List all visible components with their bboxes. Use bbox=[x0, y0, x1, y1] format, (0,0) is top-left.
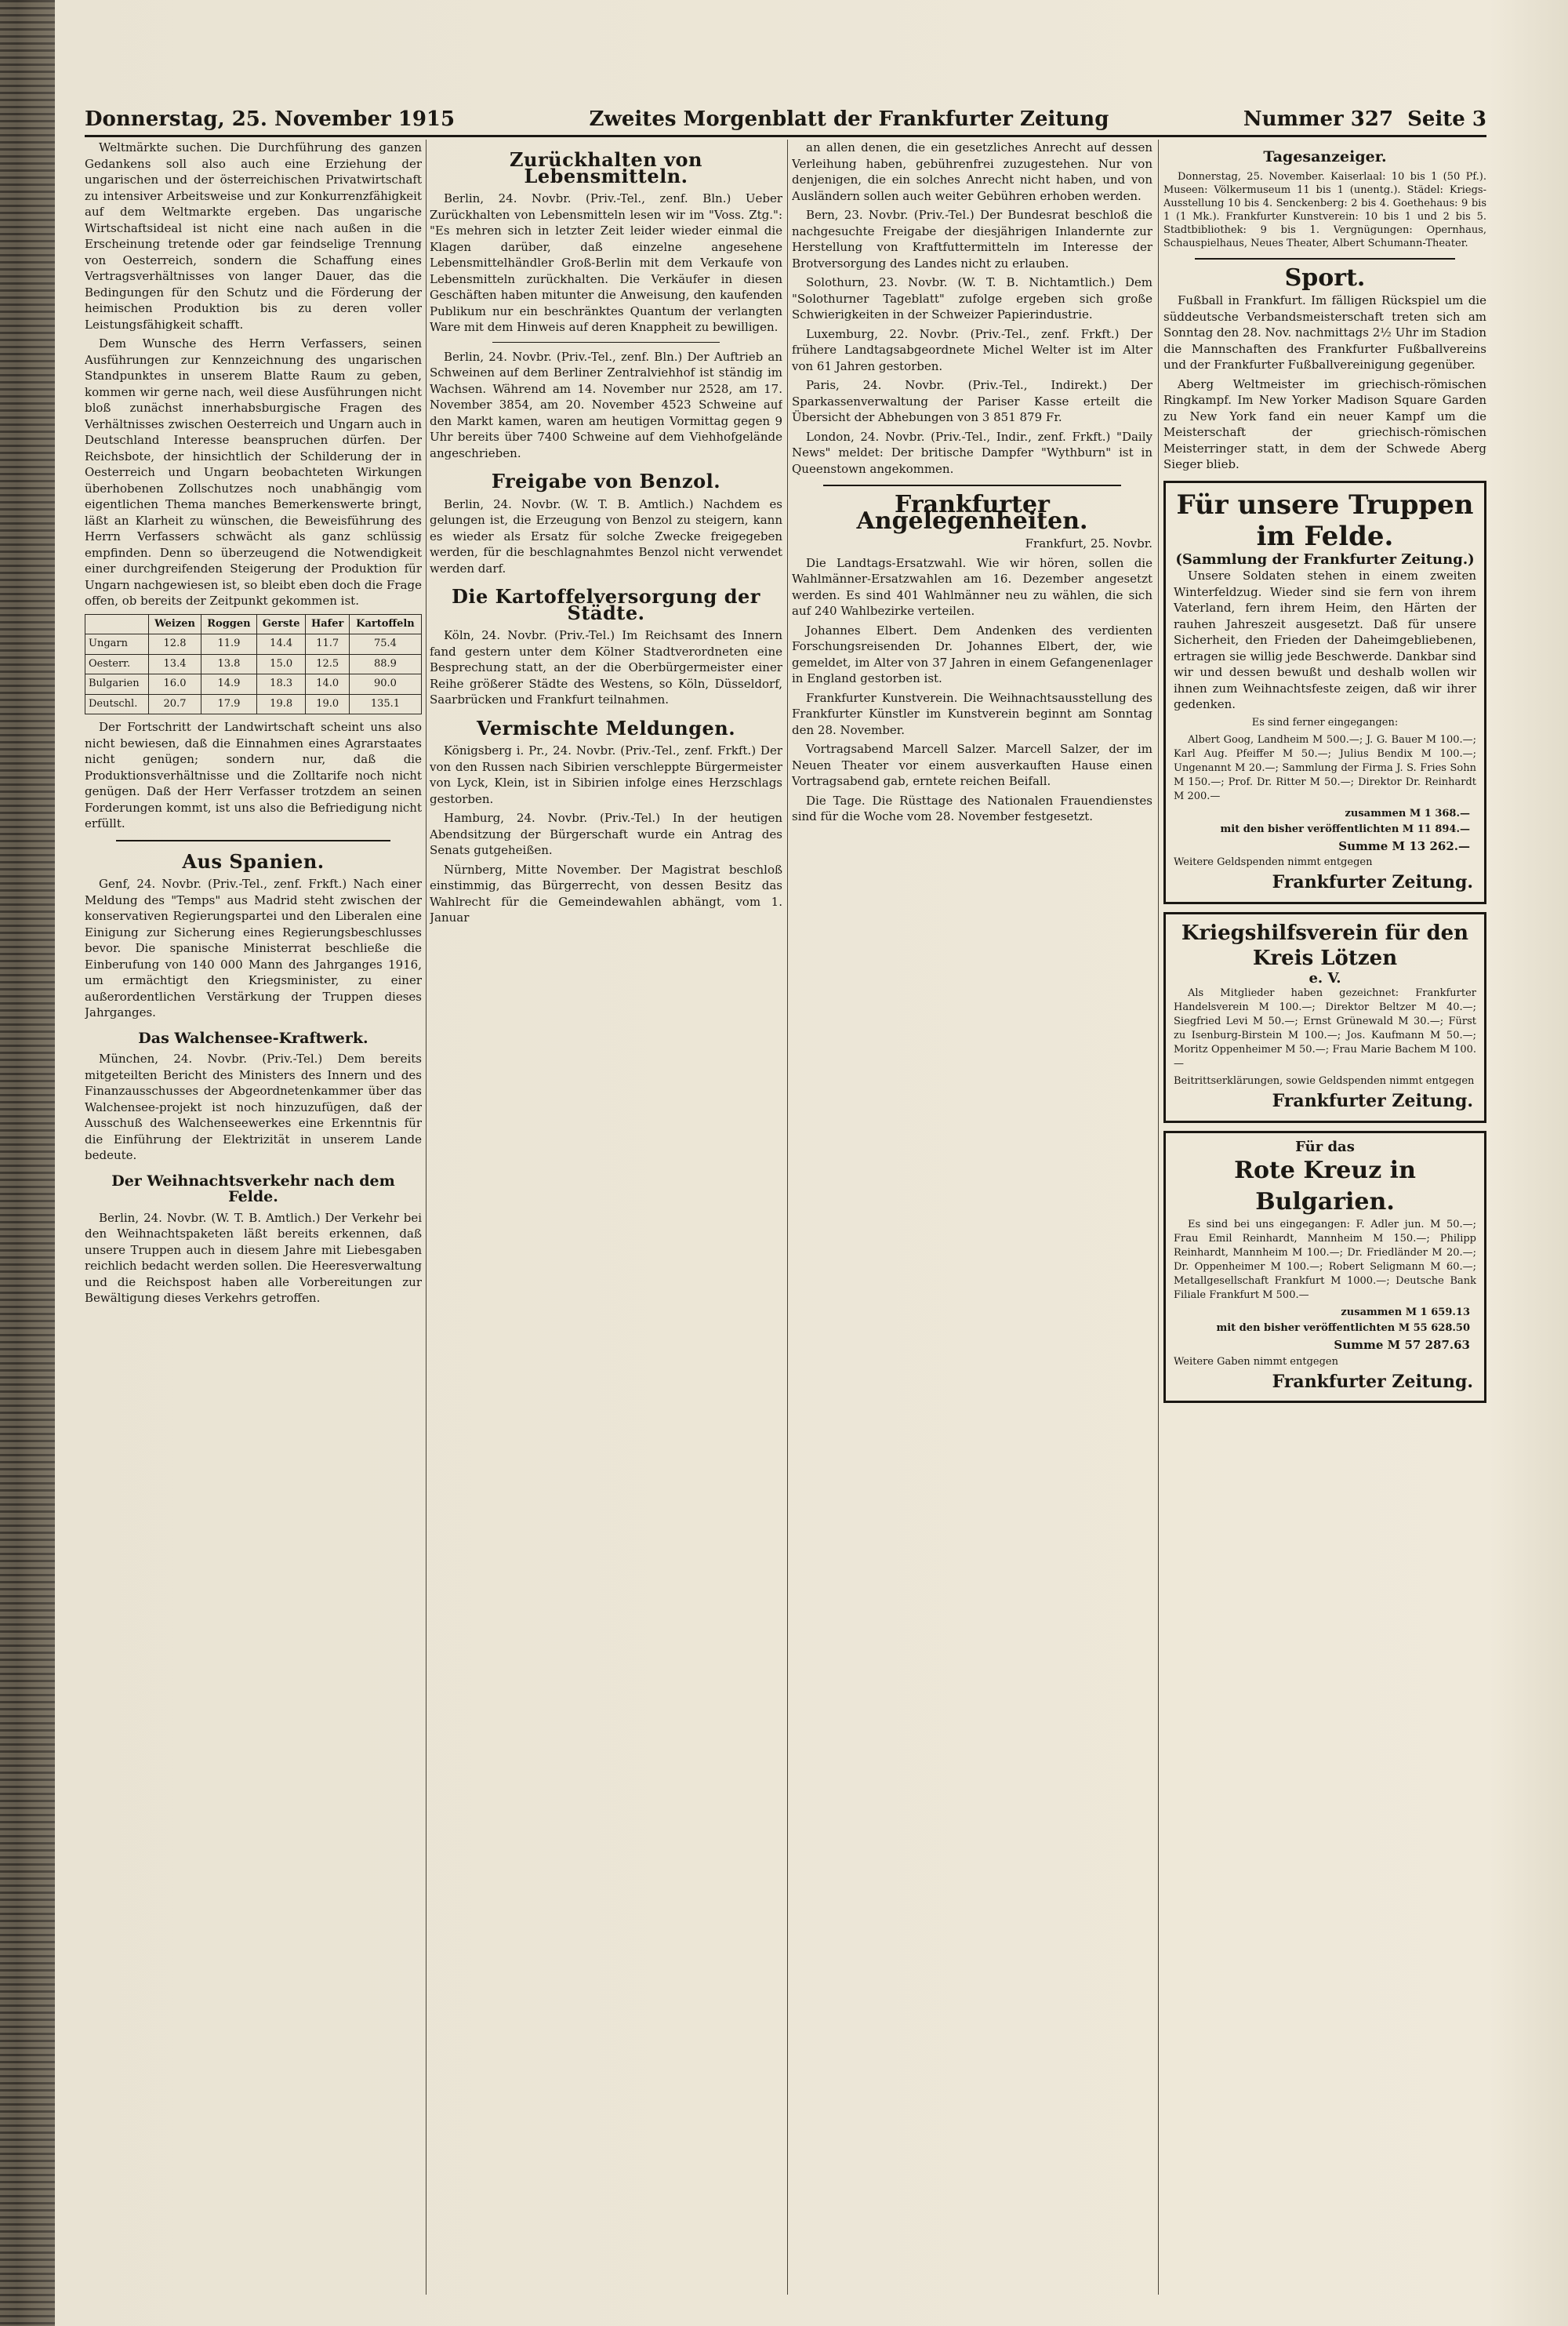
divider bbox=[823, 485, 1121, 486]
dateline: Frankfurt, 25. Novbr. bbox=[1025, 536, 1152, 551]
article-paragraph: Solothurn, 23. Novbr. (W. T. B. Nichtamtlich.) Dem "Solothurner Tageblatt" zufolge ergeben sich große Schwierigkeiten in der Schweizer Papierindustrie. bbox=[792, 275, 1152, 322]
article-paragraph: Luxemburg, 22. Novbr. (Priv.-Tel., zenf. Frkft.) Der frühere Landtagsabgeordnete Michel Welter ist im Alter von 61 Jahren gestorben. bbox=[792, 326, 1152, 373]
table-cell: 11.7 bbox=[306, 634, 350, 655]
table-cell: 13.4 bbox=[149, 654, 201, 674]
table-header: Weizen bbox=[149, 614, 201, 634]
headline-walchensee: Das Walchensee-Kraftwerk. bbox=[138, 1029, 368, 1047]
appeal-title: Für unsere Truppen im Felde. bbox=[1176, 489, 1474, 552]
column-rule bbox=[1158, 140, 1159, 2295]
section-title-frankfurt: Frankfurter Angelegenheiten. bbox=[856, 491, 1088, 535]
appeal-pre: Für das bbox=[1295, 1138, 1355, 1155]
article-paragraph: Johannes Elbert. Dem Andenken des verdienten Forschungsreisenden Dr. Johannes Elbert, der, wie gemeldet, im Alter von 37 Jahren in einem Gefangenenlager in England gestorben ist. bbox=[792, 623, 1152, 685]
column-3 bbox=[792, 140, 1152, 2296]
table-cell: 11.9 bbox=[201, 634, 257, 655]
table-header: Kartoffeln bbox=[349, 614, 421, 634]
article-paragraph: Bern, 23. Novbr. (Priv.-Tel.) Der Bundesrat beschloß die nachgesuchte Freigabe der diesjährigen Inlandernte zur Herstellung von Kraftfuttermitteln im Interesse der Brotversorgung des Landes nicht zu erlauben. bbox=[792, 208, 1152, 271]
page-binding bbox=[0, 0, 55, 2326]
article-paragraph: Berlin, 24. Novbr. (W. T. B. Amtlich.) Der Verkehr bei den Weihnachtspaketen läßt bereits erkennen, daß unsere Truppen auch in diesem Jahre mit Liebesgaben reichlich bedacht werden sollen. Die Heeresverwaltung und die Reichspost haben alle Vorbereitungen zur Bewältigung dieses Verkehrs getroffen. bbox=[85, 1210, 422, 1305]
table-cell: 14.4 bbox=[256, 634, 306, 655]
table-cell: Oesterr. bbox=[85, 654, 149, 674]
donor-list: Als Mitglieder haben gezeichnet: Frankfurter Handelsverein M 100.—; Direktor Beltzer M 40.—; Siegfried Levi M 50.—; Ernst Grünewald M 30.—; Fürst zu Isenburg-Birstein M 100.—; Jos. Kaufmann M 50.—; Moritz Oppenheimer M 50.—; Frau Marie Bachem M 100.— bbox=[1174, 987, 1476, 1070]
article-paragraph: Königsberg i. Pr., 24. Novbr. (Priv.-Tel., zenf. Frkft.) Der von den Russen nach Sibirien verschleppte Bürgermeister von Lyck, Klein, ist in Sibirien infolge eines Herzschlags gestorben. bbox=[430, 743, 782, 806]
table-cell: 135.1 bbox=[349, 694, 421, 714]
headline-benzol: Freigabe von Benzol. bbox=[491, 470, 721, 492]
headline-vermischte: Vermischte Meldungen. bbox=[476, 716, 736, 740]
table-cell: 17.9 bbox=[201, 694, 257, 714]
table-header-row bbox=[85, 614, 422, 634]
masthead-number-group bbox=[1243, 107, 1486, 131]
article-paragraph: Vortragsabend Marcell Salzer. Marcell Salzer, der im Neuen Theater vor einem ausverkauften Hause einen Vortragsabend gab, erntete reichen Beifall. bbox=[792, 742, 1152, 788]
appeal-title: Rote Kreuz in Bulgarien. bbox=[1234, 1157, 1416, 1216]
article-paragraph: Dem Wunsche des Herrn Verfassers, seinen Ausführungen zur Kennzeichnung des ungarischen Standpunktes in unserem Blatte Raum zu geben, kommen wir gerne nach, weil diese Ausführungen nicht bloß zunächst innerhabsburgische Fragen des Verhältnisses zwischen Oesterreich und Ungarn auch in Deutschland Interesse beanspruchen dürfen. Der Reichsbote, der hinsichtlich der Schilderung der in Oesterreich und Ungarn beobachteten Wirkungen überhobenen Zollschutzes noch unabhängig vom eigentlichen Thema manches Bemerkenswerte bringt, läßt an Klarheit zu wünschen, die Beweisführung des Herrn Verfassers schwächt als ganz schlüssig empfinden. Denn so überzeugend die Notwendigkeit einer durchgreifenden Steigerung der Produktion für Ungarn nachgewiesen ist, so bleibt eben doch die Frage offen, ob bereits der Zeitpunkt gekommen ist. bbox=[85, 336, 422, 608]
appeal-received: Es sind ferner eingegangen: bbox=[1251, 716, 1399, 729]
article-paragraph: Frankfurter Kunstverein. Die Weihnachtsausstellung des Frankfurter Künstler im Kunstverein beginnt am Sonntag den 28. November. bbox=[792, 690, 1152, 737]
appeal-troops bbox=[1163, 481, 1486, 904]
appeal-subtitle: e. V. bbox=[1308, 969, 1341, 987]
appeal-more: Weitere Gaben nimmt entgegen bbox=[1174, 1355, 1338, 1368]
table-cell: 19.0 bbox=[306, 694, 350, 714]
masthead-number: Nummer 327 bbox=[1243, 107, 1394, 131]
table-cell: 12.5 bbox=[306, 654, 350, 674]
masthead bbox=[85, 104, 1486, 137]
signature: Frankfurter Zeitung. bbox=[1272, 1091, 1473, 1111]
appeal-bulgarien bbox=[1163, 1131, 1486, 1404]
headline-kartoffel: Die Kartoffelversorgung der Städte. bbox=[452, 585, 760, 624]
harvest-table bbox=[85, 614, 422, 715]
appeal-subtitle: (Sammlung der Frankfurter Zeitung.) bbox=[1175, 551, 1475, 568]
signature: Frankfurter Zeitung. bbox=[1272, 872, 1473, 892]
table-cell: 18.3 bbox=[256, 674, 306, 695]
article-paragraph: Paris, 24. Novbr. (Priv.-Tel., Indirekt.) Der Sparkassenverwaltung der Pariser Kasse erteilt die Übersicht der Abhebungen von 3 851 879 Fr. bbox=[792, 378, 1152, 424]
article-paragraph: Hamburg, 24. Novbr. (Priv.-Tel.) In der heutigen Abendsitzung der Bürgerschaft wurde ein Antrag des Senats gutgeheißen. bbox=[430, 811, 782, 857]
table-cell: 12.8 bbox=[149, 634, 201, 655]
table-cell: 88.9 bbox=[349, 654, 421, 674]
article-paragraph: Berlin, 24. Novbr. (Priv.-Tel., zenf. Bln.) Ueber Zurückhalten von Lebensmitteln lesen wir im "Voss. Ztg.": "Es mehren sich in letzter Zeit leider wieder einmal die Klagen darüber, daß einzelne angesehene Lebensmittelhändler Groß-Berlin mit dem Verkaufe von Lebensmitteln zurückhalten. Die Verkäufer in diesen Geschäften haben mitunter die Anweisung, den kaufenden Publikum nur ein beschränktes Quantum der verlangten Ware mit dem Hinweis auf deren Knappheit zu bewilligen. bbox=[430, 191, 782, 334]
table-row bbox=[85, 654, 422, 674]
table-header: Roggen bbox=[201, 614, 257, 634]
divider bbox=[116, 840, 390, 841]
article-paragraph: Die Landtags-Ersatzwahl. Wie wir hören, sollen die Wahlmänner-Ersatzwahlen am 16. Dezember angesetzt werden. Es sind 401 Wahlmänner neu zu wählen, die sich auf 240 Wahlbezirke verteilen. bbox=[792, 555, 1152, 618]
masthead-edition: Zweites Morgenblatt der Frankfurter Zeitung bbox=[589, 107, 1109, 131]
column-4 bbox=[1163, 140, 1486, 2296]
table-cell: 90.0 bbox=[349, 674, 421, 695]
table-cell: 75.4 bbox=[349, 634, 421, 655]
article-paragraph: Weltmärkte suchen. Die Durchführung des ganzen Gedankens soll also auch eine Erziehung der ungarischen und der österreichischen Privatwirtschaft zu intensiver Arbeitsweise und zur Konkurrenzfähigkeit auf dem Weltmarkte ergeben. Das ungarische Wirtschaftsideal ist nicht eine nach außen in die Erscheinung tretende oder gar feindselige Trennung von Oesterreich, sondern die Schaffung eines Vertragsverhältnisses von langer Dauer, das die Bedingungen für den Schutz und die Förderung der heimischen Produktion bis zu deren voller Leistungsfähigkeit schafft. bbox=[85, 140, 422, 332]
divider bbox=[492, 342, 720, 343]
table-cell: Ungarn bbox=[85, 634, 149, 655]
table-header: Gerste bbox=[256, 614, 306, 634]
article-paragraph: Berlin, 24. Novbr. (W. T. B. Amtlich.) Nachdem es gelungen ist, die Erzeugung von Benzol zu steigern, kann es wieder als Ersatz für solche Zwecke freigegeben werden, für die beschlagnahmtes Benzol nicht verwendet werden darf. bbox=[430, 496, 782, 576]
appeal-text: Unsere Soldaten stehen in einem zweiten Winterfeldzug. Wieder sind sie fern von ihrem Vaterland, fern ihrem Heim, den Härten der rauhen Jahreszeit ausgesetzt. Daß für unsere Sicherheit, den Frieden der Daheimgebliebenen, ertragen sie willig jede Beschwerde. Dankbar sind wir und dessen bewußt und deshalb wollen wir ihnen zum Weihnachtsfeste zeigen, daß wir ihrer gedenken. bbox=[1174, 569, 1476, 711]
section-title-sport: Sport. bbox=[1284, 263, 1366, 292]
article-paragraph: London, 24. Novbr. (Priv.-Tel., Indir., zenf. Frkft.) "Daily News" meldet: Der britische Dampfer "Wythburn" ist in Queenstown angekommen. bbox=[792, 429, 1152, 476]
table-row bbox=[85, 674, 422, 695]
appeal-kriegshilfsverein bbox=[1163, 912, 1486, 1123]
column-2 bbox=[430, 140, 782, 2296]
masthead-date: Donnerstag, 25. November 1915 bbox=[85, 107, 456, 131]
table-cell: 14.9 bbox=[201, 674, 257, 695]
prior-total: mit den bisher veröffentlichten M 55 628.50 bbox=[1216, 1322, 1470, 1334]
appeal-more: Weitere Geldspenden nimmt entgegen bbox=[1174, 856, 1373, 868]
table-cell: 13.8 bbox=[201, 654, 257, 674]
tagesanzeiger-title: Tagesanzeiger. bbox=[1263, 148, 1387, 165]
table-cell: 20.7 bbox=[149, 694, 201, 714]
column-rule bbox=[787, 140, 788, 2295]
donor-list: Albert Goog, Landheim M 500.—; J. G. Bauer M 100.—; Karl Aug. Pfeiffer M 50.—; Julius Bendix M 100.—; Ungenannt M 20.—; Sammlung der Firma J. S. Fries Sohn M 150.—; Prof. Dr. Ritter M 50.—; Direktor Dr. Reinhardt M 200.— bbox=[1174, 733, 1476, 802]
tagesanzeiger-text: Donnerstag, 25. November. Kaiserlaal: 10 bis 1 (50 Pf.). Museen: Völkermuseum 11 bis 1 (unentg.). Städel: Kriegs-Ausstellung 10 bis 4. Senckenberg: 2 bis 4. Goethehaus: 9 bis 1 (1 Mk.). Frankfurter Kunstverein: 10 bis 1 und 2 bis 5. Stadtbibliothek: 9 bis 1. Vergnügungen: Opernhaus, Schauspielhaus, Neues Theater, Albert Schumann-Theater. bbox=[1163, 170, 1486, 249]
appeal-more: Beitrittserklärungen, sowie Geldspenden nimmt entgegen bbox=[1174, 1075, 1475, 1087]
table-header: Hafer bbox=[306, 614, 350, 634]
article-paragraph: Aberg Weltmeister im griechisch-römischen Ringkampf. Im New Yorker Madison Square Garden zu New York fand ein neuer Kampf um die Meisterschaft der griechisch-römischen Meisterringer statt, in dem der Schwede Aberg Sieger blieb. bbox=[1163, 376, 1486, 471]
table-row bbox=[85, 634, 422, 655]
table-cell: 14.0 bbox=[306, 674, 350, 695]
table-cell: Bulgarien bbox=[85, 674, 149, 695]
article-paragraph: Der Fortschritt der Landwirtschaft scheint uns also nicht bewiesen, daß die Einnahmen eines Agrarstaates nicht genügen; sondern nur, daß die Produktionsverhältnisse und die Zolltarife noch nicht genügen. Daß der Herr Verfasser trotzdem an seinen Forderungen kommt, ist uns also die Befriedigung nicht erfüllt. bbox=[85, 720, 422, 830]
article-paragraph: Die Tage. Die Rüsttage des Nationalen Frauendienstes sind für die Woche vom 28. November festgesetzt. bbox=[792, 793, 1152, 823]
article-paragraph: Fußball in Frankfurt. Im fälligen Rückspiel um die süddeutsche Verbandsmeisterschaft treten sich am Sonntag den 28. Nov. nachmittags 2½ Uhr im Stadion die Mannschaften des Frankfurter Fußballvereins und der Frankfurter Fußballvereinigung gegenüber. bbox=[1163, 293, 1486, 372]
article-paragraph: Genf, 24. Novbr. (Priv.-Tel., zenf. Frkft.) Nach einer Meldung des "Temps" aus Madrid steht zwischen der konservativen Regierungspartei und den Liberalen eine Einigung zur Sicherung eines Regierungsbeschlusses bevor. Die spanische Ministerrat beschließe die Einberufung von 140 000 Mann des Jahrganges 1916, um ermächtigt den Kriegsminister, zu einer außerordentlichen Verstärkung der Truppen dieses Jahrganges. bbox=[85, 877, 422, 1019]
column-1 bbox=[85, 140, 422, 2296]
headline-spain: Aus Spanien. bbox=[182, 849, 325, 873]
grand-total: Summe M 57 287.63 bbox=[1334, 1338, 1470, 1352]
prior-total: mit den bisher veröffentlichten M 11 894.— bbox=[1220, 823, 1470, 835]
article-paragraph: München, 24. Novbr. (Priv.-Tel.) Dem bereits mitgeteilten Bericht des Ministers des Innern und des Finanzausschusses der Abgeordnetenkammer über das Walchensee-projekt ist noch hinzuzufügen, daß der Ausschuß des Walchenseewerkes eine Erkenntnis für die Einführung der Elektrizität in unserem Lande bedeute. bbox=[85, 1052, 422, 1162]
divider bbox=[1195, 258, 1455, 260]
signature: Frankfurter Zeitung. bbox=[1272, 1371, 1473, 1392]
article-paragraph: Nürnberg, Mitte November. Der Magistrat beschloß einstimmig, das Bürgerrecht, von dessen Besitz das Wahlrecht für die Gemeindewahlen abhängt, vom 1. Januar bbox=[430, 862, 782, 925]
table-cell: 16.0 bbox=[149, 674, 201, 695]
table-row bbox=[85, 694, 422, 714]
headline-weihnacht: Der Weihnachtsverkehr nach dem Felde. bbox=[111, 1172, 395, 1205]
article-paragraph: Köln, 24. Novbr. (Priv.-Tel.) Im Reichsamt des Innern fand gestern unter dem Kölner Stadtverordneten eine Besprechung statt, an der die Oberbürgermeister einer Reihe größerer Städte des Westens, so Köln, Düsseldorf, Saarbrücken und Frankfurt teilnahmen. bbox=[430, 628, 782, 707]
headline-lebensmittel: Zurückhalten von Lebensmitteln. bbox=[510, 148, 702, 187]
table-header bbox=[85, 614, 149, 634]
masthead-page: Seite 3 bbox=[1407, 107, 1486, 131]
table-cell: 19.8 bbox=[256, 694, 306, 714]
subtotal: zusammen M 1 368.— bbox=[1345, 807, 1470, 820]
donor-list: Es sind bei uns eingegangen: F. Adler jun. M 50.—; Frau Emil Reinhardt, Mannheim M 150.—; Philipp Reinhardt, Mannheim M 100.—; Dr. Friedländer M 20.—; Dr. Oppenheimer M 100.—; Robert Seligmann M 60.—; Metallgesellschaft Frankfurt M 1000.—; Deutsche Bank Filiale Frankfurt M 500.— bbox=[1174, 1219, 1476, 1301]
table-cell: 15.0 bbox=[256, 654, 306, 674]
article-paragraph: an allen denen, die ein gesetzliches Anrecht auf dessen Verleihung haben, gebührenfrei zuzugestehen. Nur von denjenigen, die ein solches Anrecht nicht haben, und von Ausländern sollen auch weiter Gebühren erhoben werden. bbox=[792, 140, 1152, 203]
table-cell: Deutschl. bbox=[85, 694, 149, 714]
grand-total: Summe M 13 262.— bbox=[1338, 838, 1470, 853]
subtotal: zusammen M 1 659.13 bbox=[1341, 1307, 1470, 1318]
appeal-title: Kriegshilfsverein für den Kreis Lötzen bbox=[1181, 921, 1469, 970]
article-paragraph: Berlin, 24. Novbr. (Priv.-Tel., zenf. Bln.) Der Auftrieb an Schweinen auf dem Berliner Zentralviehhof ist ständig im Wachsen. Während am 14. November nur 2528, am 17. November 3854, am 20. November 4523 Schweine auf den Markt kamen, waren am heutigen Vormittag gegen 9 Uhr bereits über 7400 Schweine auf dem Viehhofgelände angeschrieben. bbox=[430, 349, 782, 460]
